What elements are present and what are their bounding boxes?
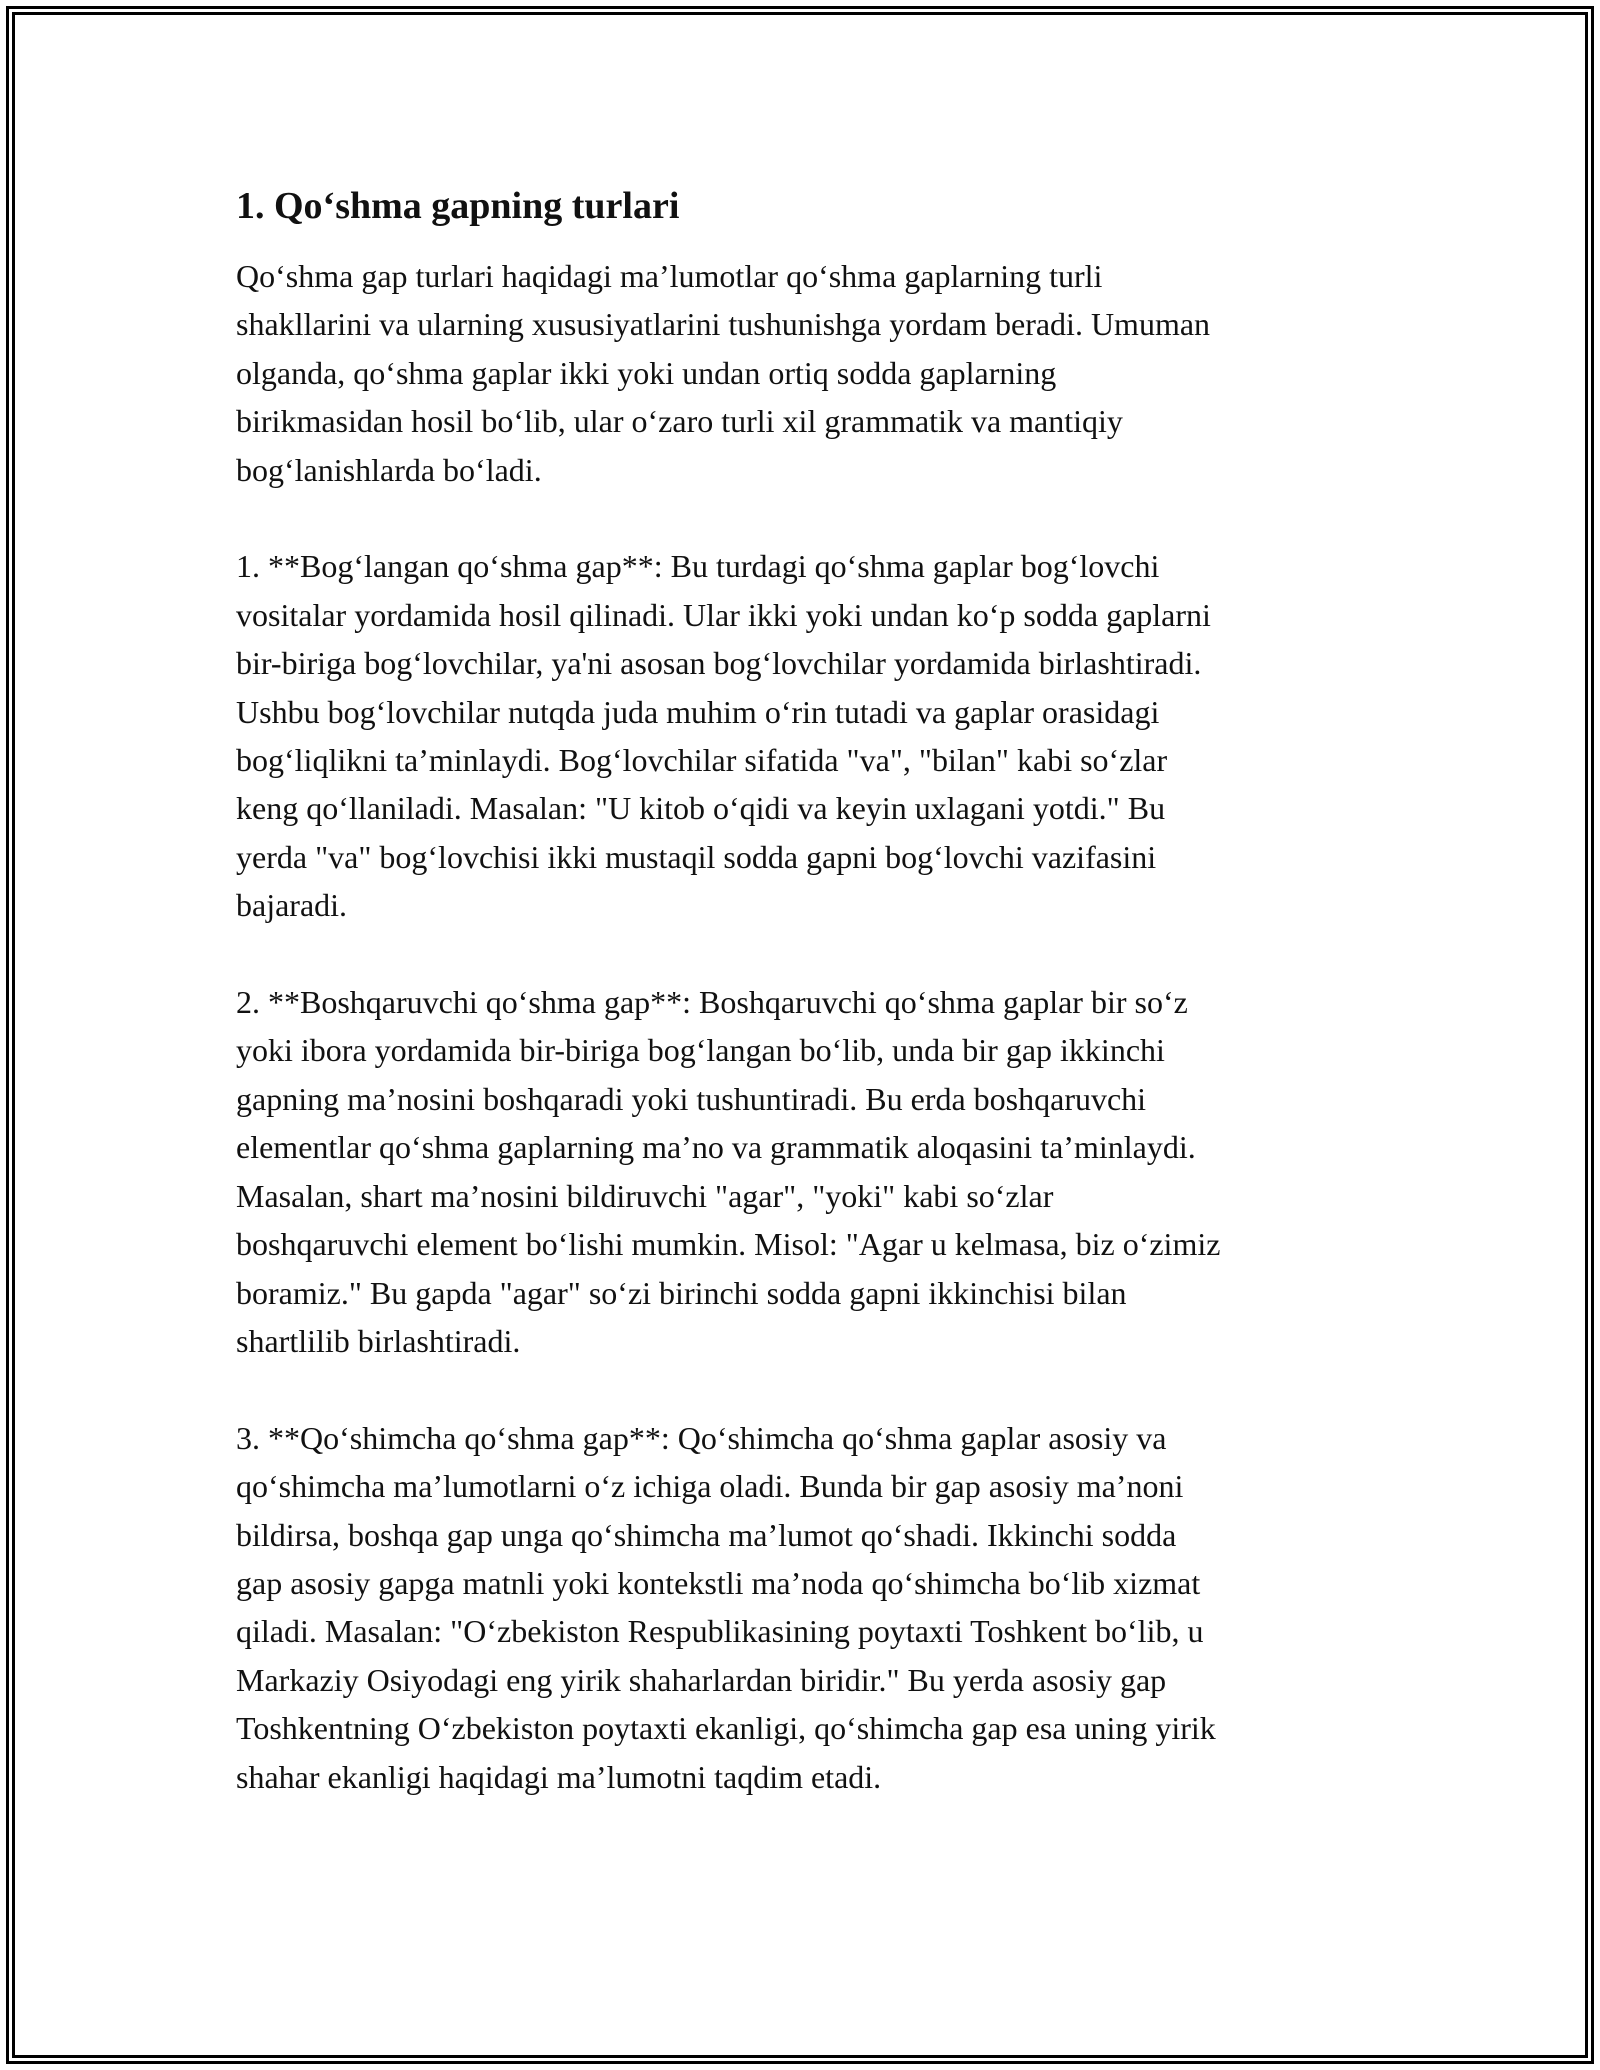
text-line: gapning ma’nosini boshqaradi yoki tushuntiradi. Bu erda boshqaruvchi bbox=[236, 1080, 1147, 1117]
text-line: birikmasidan hosil bo‘lib, ular o‘zaro turli xil grammatik va mantiqiy bbox=[236, 403, 1123, 440]
text-line: bog‘liqlikni ta’minlaydi. Bog‘lovchilar sifatida "va", "bilan" kabi so‘zlar bbox=[236, 742, 1168, 779]
paragraph-intro bbox=[236, 252, 1376, 494]
text-line: qiladi. Masalan: "O‘zbekiston Respublikasining poytaxti Toshkent bo‘lib, u bbox=[236, 1613, 1204, 1650]
text-line: bildirsa, boshqa gap unga qo‘shimcha ma’lumot qo‘shadi. Ikkinchi sodda bbox=[236, 1516, 1177, 1553]
text-line: Qo‘shma gap turlari haqidagi ma’lumotlar qo‘shma gaplarning turli bbox=[236, 258, 1103, 294]
text-line: Markaziy Osiyodagi eng yirik shaharlardan biridir." Bu yerda asosiy gap bbox=[236, 1661, 1167, 1698]
text-line: yerda "va" bog‘lovchisi ikki mustaqil sodda gapni bog‘lovchi vazifasini bbox=[236, 838, 1157, 875]
paragraph-item-3 bbox=[236, 1414, 1376, 1801]
section-title: 1. Qo‘shma gapning turlari bbox=[236, 185, 680, 227]
text-line: shahar ekanligi haqidagi ma’lumotni taqdim etadi. bbox=[236, 1758, 882, 1795]
text-line: shakllarini va ularning xususiyatlarini tushunishga yordam beradi. Umuman bbox=[236, 306, 1211, 343]
text-line: yoki ibora yordamida bir-biriga bog‘langan bo‘lib, unda bir gap ikkinchi bbox=[236, 1032, 1165, 1069]
text-line: bajaradi. bbox=[236, 887, 348, 924]
text-line: shartlilib birlashtiradi. bbox=[236, 1322, 521, 1359]
text-line: qo‘shimcha ma’lumotlarni o‘z ichiga oladi. Bunda bir gap asosiy ma’noni bbox=[236, 1468, 1184, 1505]
text-line: Masalan, shart ma’nosini bildiruvchi "agar", "yoki" kabi so‘zlar bbox=[236, 1177, 1054, 1214]
text-line: bir-biriga bog‘lovchilar, ya'ni asosan bog‘lovchilar yordamida birlashtiradi. bbox=[236, 645, 1202, 682]
text-line: 2. **Boshqaruvchi qo‘shma gap**: Boshqaruvchi qo‘shma gaplar bir so‘z bbox=[236, 984, 1188, 1021]
text-line: vositalar yordamida hosil qilinadi. Ular ikki yoki undan ko‘p sodda gaplarni bbox=[236, 596, 1211, 633]
text-line: Ushbu bog‘lovchilar nutqda juda muhim o‘rin tutadi va gaplar orasidagi bbox=[236, 693, 1160, 730]
text-line: olganda, qo‘shma gaplar ikki yoki undan ortiq sodda gaplarning bbox=[236, 354, 1057, 391]
text-line: 1. **Bog‘langan qo‘shma gap**: Bu turdagi qo‘shma gaplar bog‘lovchi bbox=[236, 548, 1160, 585]
paragraph-item-1 bbox=[236, 542, 1376, 929]
text-line: 3. **Qo‘shimcha qo‘shma gap**: Qo‘shimcha qo‘shma gaplar asosiy va bbox=[236, 1419, 1167, 1456]
document-body bbox=[236, 182, 1376, 1801]
text-line: gap asosiy gapga matnli yoki kontekstli ma’noda qo‘shimcha bo‘lib xizmat bbox=[236, 1564, 1201, 1601]
paragraph-item-2 bbox=[236, 978, 1376, 1365]
text-line: boramiz." Bu gapda "agar" so‘zi birinchi sodda gapni ikkinchisi bilan bbox=[236, 1274, 1127, 1311]
text-line: elementlar qo‘shma gaplarning ma’no va grammatik aloqasini ta’minlaydi. bbox=[236, 1129, 1196, 1166]
text-line: Toshkentning O‘zbekiston poytaxti ekanligi, qo‘shimcha gap esa uning yirik bbox=[236, 1710, 1216, 1747]
text-line: bog‘lanishlarda bo‘ladi. bbox=[236, 451, 542, 488]
text-line: keng qo‘llaniladi. Masalan: "U kitob o‘qidi va keyin uxlagani yotdi." Bu bbox=[236, 790, 1166, 827]
text-line: boshqaruvchi element bo‘lishi mumkin. Misol: "Agar u kelmasa, biz o‘zimiz bbox=[236, 1226, 1221, 1263]
